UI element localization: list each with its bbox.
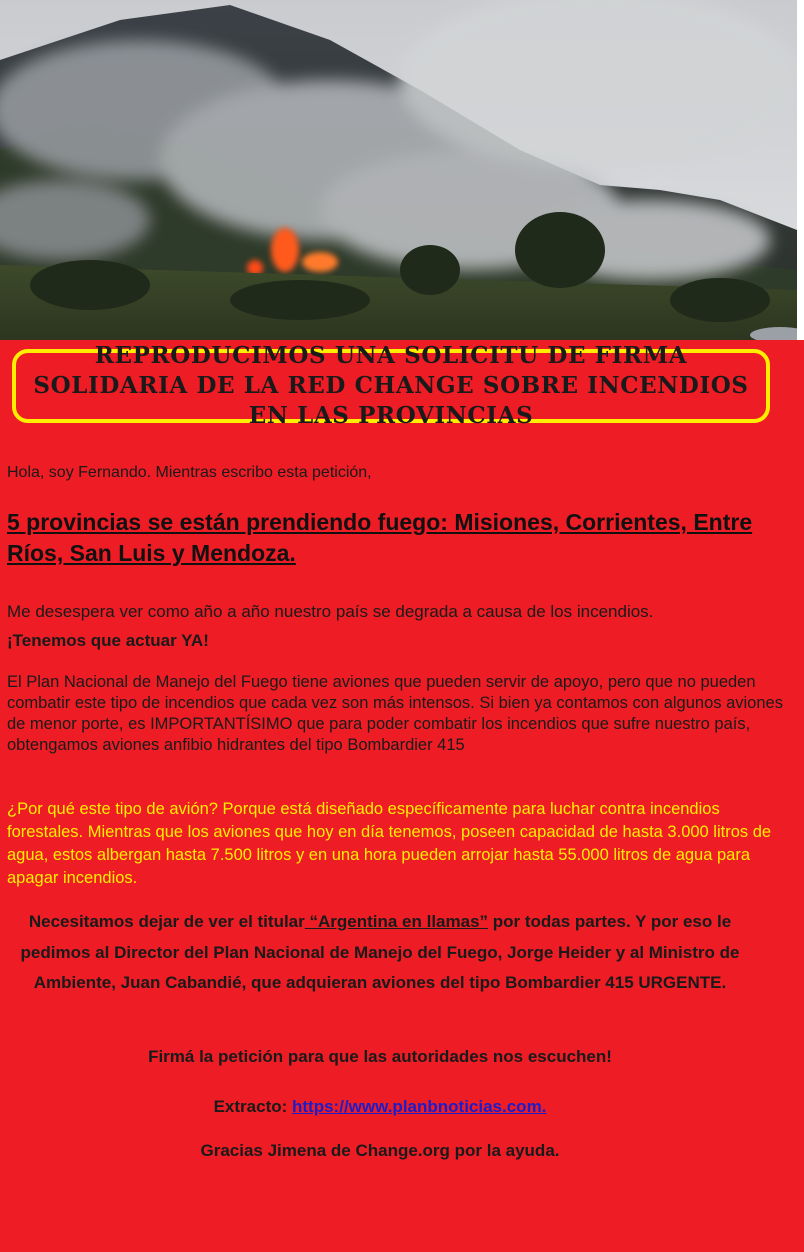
source-label: Extracto:	[213, 1097, 293, 1116]
request-text-start: Necesitamos dejar de ver el titular	[28, 912, 305, 931]
forest-fire-photo	[0, 0, 797, 340]
source-line	[0, 1097, 760, 1117]
headline: 5 provincias se están prendiendo fuego: Misiones, Corrientes, Entre Ríos, San Luis y Mendoza.	[7, 509, 753, 566]
why-airplane-paragraph: ¿Por qué este tipo de avión? Porque está diseñado específicamente para luchar contra incendios forestales. Mientras que los aviones que hoy en día tenemos, poseen capacidad de hasta 3.000 litros de agua, estos albergan hasta 7.500 litros y en una hora pueden arrojar hasta 55.000 litros de agua para apagar incendios.	[7, 800, 772, 887]
source-link[interactable]: https://www.planbnoticias.com.	[292, 1097, 547, 1116]
banner-title: REPRODUCIMOS UNA SOLICITU DE FIRMA SOLIDARIA DE LA RED CHANGE SOBRE INCENDIOS EN LAS PROVINCIAS	[33, 342, 749, 429]
image-white-edge	[797, 0, 804, 340]
call-to-action-emphasis: ¡Tenemos que actuar YA!	[7, 631, 209, 650]
thanks-text: Gracias Jimena de Change.org por la ayuda.	[200, 1141, 560, 1160]
plan-paragraph: El Plan Nacional de Manejo del Fuego tiene aviones que pueden servir de apoyo, pero que no pueden combatir este tipo de incendios que cada vez son más intensos. Si bien ya contamos con algunos aviones de menor porte, es IMPORTANTÍSIMO que para poder combatir los incendios que sufre nuestro país, obtengamos aviones anfibio hidrantes del tipo Bombardier 415	[7, 673, 783, 754]
request-text-end: por todas partes. Y por eso le pedimos al Director del Plan Nacional de Manejo del Fuego, Jorge Heider y al Ministro de Ambiente, Juan Cabandié, que adquieran aviones del tipo Bombardier 415 URGENTE.	[20, 912, 740, 992]
request-paragraph	[0, 907, 760, 999]
greeting-text: Hola, soy Fernando. Mientras escribo esta petición,	[7, 464, 372, 481]
sign-petition-text: Firmá la petición para que las autoridades nos escuchen!	[148, 1047, 612, 1066]
argentina-quote: “Argentina en llamas”	[304, 912, 489, 931]
desespera-paragraph	[7, 597, 697, 655]
desespera-text: Me desespera ver como año a año nuestro país se degrada a causa de los incendios.	[7, 602, 654, 621]
intro-banner	[12, 342, 770, 429]
